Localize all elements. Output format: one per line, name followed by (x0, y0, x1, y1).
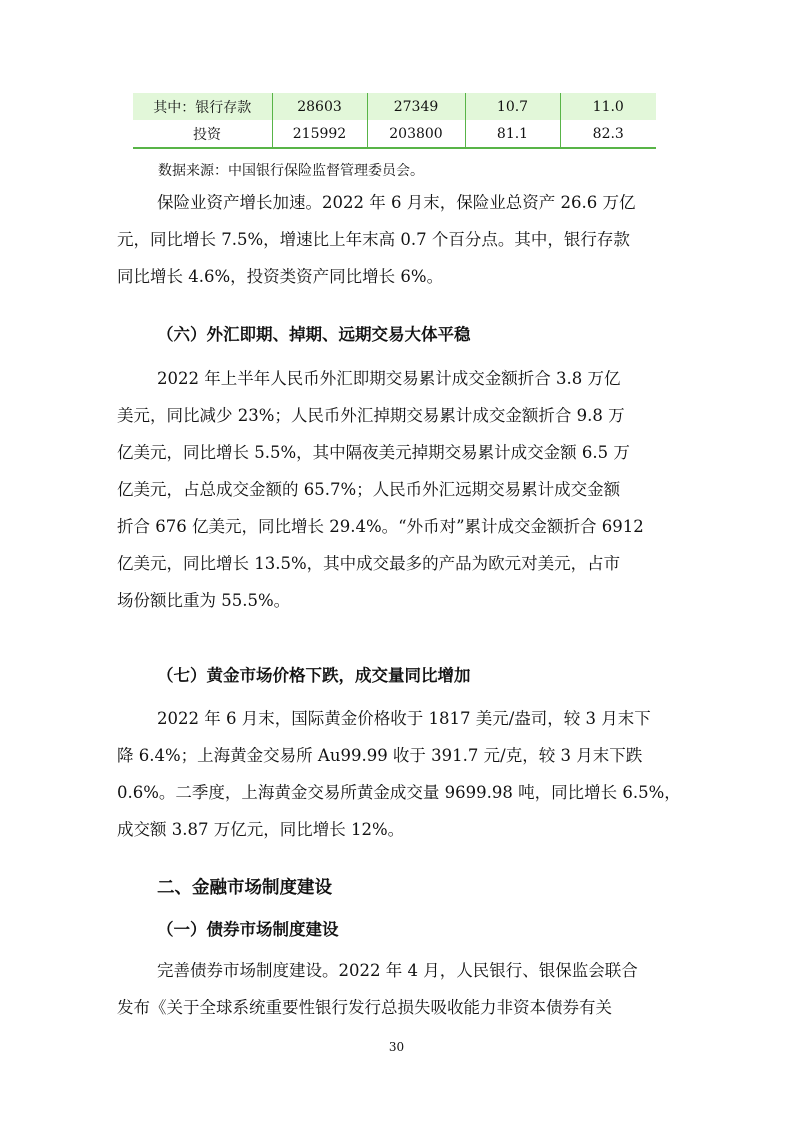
text-line: 元，同比增长 7.5%，增速比上年末高 0.7 个百分点。其中，银行存款 (117, 230, 630, 249)
text-line: 同比增长 4.6%，投资类资产同比增长 6%。 (117, 267, 444, 286)
text-line: 0.6%。二季度，上海黄金交易所黄金成交量 9699.98 吨，同比增长 6.5%， (117, 783, 681, 802)
section-heading-one: （一）债券市场制度建设 (157, 920, 339, 939)
text-line: 发布《关于全球系统重要性银行发行总损失吸收能力非资本债券有关 (117, 998, 612, 1017)
section-heading-seven: （七）黄金市场价格下跌，成交量同比增加 (157, 666, 471, 685)
table-cell: 27349 (367, 93, 465, 120)
table-cell: 11.0 (560, 93, 656, 120)
chapter-heading-two: 二、金融市场制度建设 (157, 878, 332, 898)
table-row (133, 93, 656, 120)
text-line: 折合 676 亿美元，同比增长 29.4%。“外币对”累计成交金额折合 6912 (117, 517, 644, 536)
row-label: 投资 (133, 120, 272, 148)
section-heading-six: （六）外汇即期、掉期、远期交易大体平稳 (157, 325, 471, 344)
text-line: 亿美元，占总成交金额的 65.7%；人民币外汇远期交易累计成交金额 (117, 480, 621, 499)
text-line: 亿美元，同比增长 13.5%，其中成交最多的产品为欧元对美元，占市 (117, 554, 621, 573)
text-line: 降 6.4%；上海黄金交易所 Au99.99 收于 391.7 元/克，较 3 月末下跌 (117, 746, 643, 765)
table-cell: 81.1 (465, 120, 560, 148)
text-line: 2022 年上半年人民币外汇即期交易累计成交金额折合 3.8 万亿 (157, 369, 621, 388)
table-cell: 203800 (367, 120, 465, 148)
text-line: 成交额 3.87 万亿元，同比增长 12%。 (117, 820, 405, 839)
text-line: 完善债券市场制度建设。2022 年 4 月，人民银行、银保监会联合 (157, 961, 638, 980)
table-row (133, 120, 656, 148)
table-cell: 28603 (272, 93, 367, 120)
paragraph-fx (117, 360, 677, 619)
text-line: 美元，同比减少 23%；人民币外汇掉期交易累计成交金额折合 9.8 万 (117, 406, 625, 425)
text-line: 亿美元，同比增长 5.5%，其中隔夜美元掉期交易累计成交金额 6.5 万 (117, 443, 630, 462)
data-table (133, 93, 656, 149)
paragraph-bond (117, 952, 677, 1026)
paragraph-insurance (117, 184, 677, 295)
table-cell: 10.7 (465, 93, 560, 120)
paragraph-gold (117, 700, 681, 848)
table-cell: 82.3 (560, 120, 656, 148)
page-number: 30 (388, 1040, 405, 1054)
row-label: 其中：银行存款 (133, 93, 272, 120)
table-source-note: 数据来源：中国银行保险监督管理委员会。 (158, 163, 424, 179)
text-line: 2022 年 6 月末，国际黄金价格收于 1817 美元/盎司，较 3 月末下 (157, 709, 651, 728)
text-line: 保险业资产增长加速。2022 年 6 月末，保险业总资产 26.6 万亿 (157, 193, 636, 212)
table-cell: 215992 (272, 120, 367, 148)
text-line: 场份额比重为 55.5%。 (117, 591, 291, 610)
